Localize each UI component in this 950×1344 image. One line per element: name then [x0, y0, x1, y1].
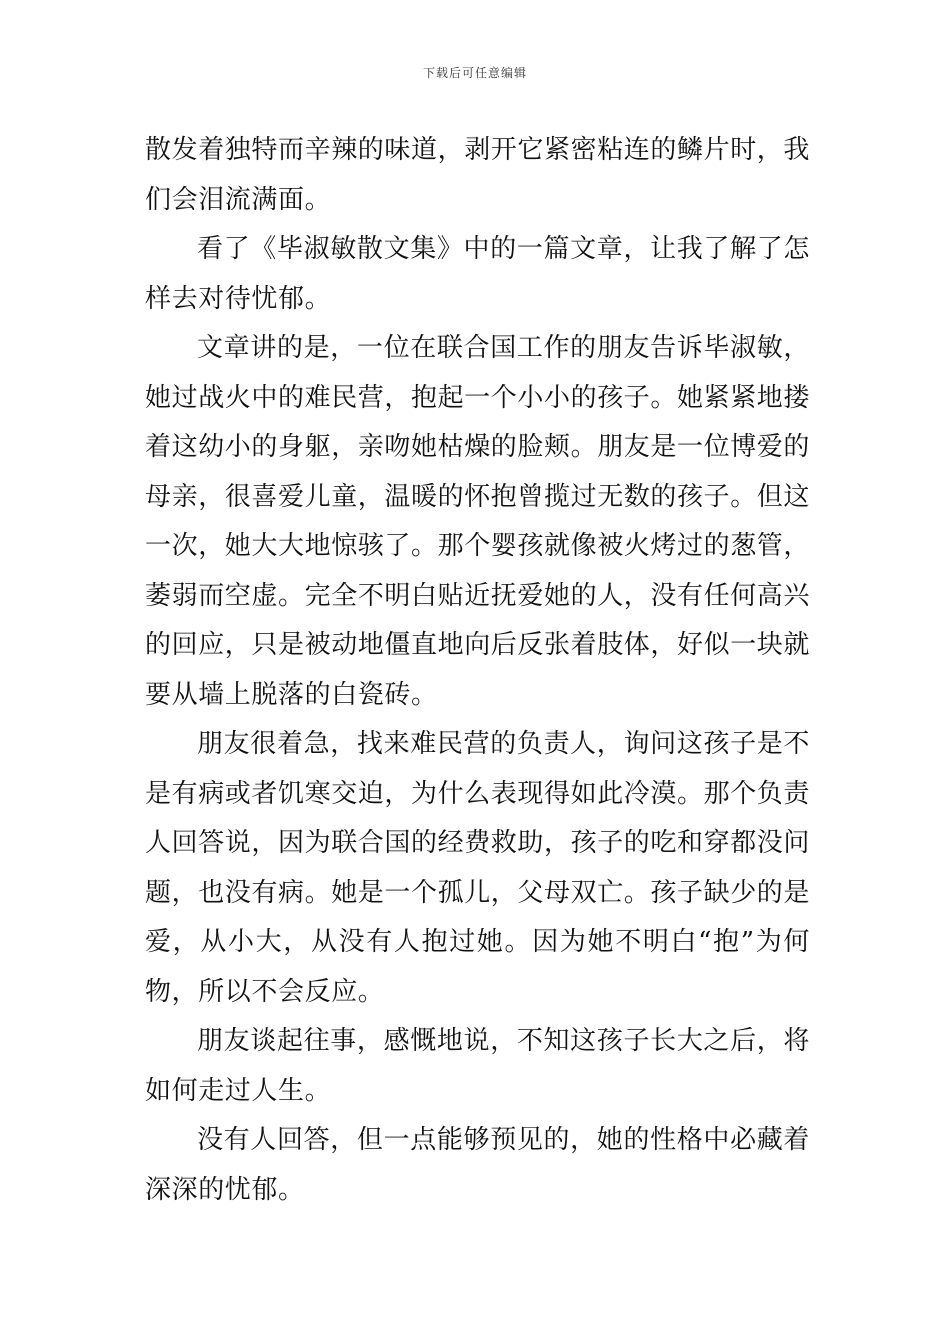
article-body: [145, 126, 810, 1215]
page-header: 下载后可任意编辑: [422, 66, 527, 80]
paragraph: 看了《毕淑敏散文集》中的一篇文章，让我了解了怎样去对待忧郁。: [145, 234, 810, 314]
paragraph: 朋友谈起往事，感慨地说，不知这孩子长大之后，将如何走过人生。: [145, 1026, 810, 1106]
paragraph: 文章讲的是，一位在联合国工作的朋友告诉毕淑敏，她过战火中的难民营，抱起一个小小的孩子。她紧紧地搂着这幼小的身躯，亲吻她枯燥的脸颊。朋友是一位博爱的母亲，很喜爱儿童，温暖的怀抱曾揽过无数的孩子。但这一次，她大大地惊骇了。那个婴孩就像被火烤过的葱管，萎弱而空虚。完全不明白贴近抚爱她的人，没有任何高兴的回应，只是被动地僵直地向后反张着肢体，好似一块就要从墙上脱落的白瓷砖。: [145, 333, 811, 710]
paragraph: 朋友很着急，找来难民营的负责人，询问这孩子是不是有病或者饥寒交迫，为什么表现得如此冷漠。那个负责人回答说，因为联合国的经费救助，孩子的吃和穿都没问题，也没有病。她是一个孤儿，父母双亡。孩子缺少的是爱，从小大，从没有人抱过她。因为她不明白“抱”为何物，所以不会反应。: [145, 729, 811, 1007]
paragraph-continued: 散发着独特而辛辣的味道，剥开它紧密粘连的鳞片时，我们会泪流满面。: [145, 135, 811, 215]
paragraph: 没有人回答，但一点能够预见的，她的性格中必藏着深深的忧郁。: [145, 1125, 810, 1205]
